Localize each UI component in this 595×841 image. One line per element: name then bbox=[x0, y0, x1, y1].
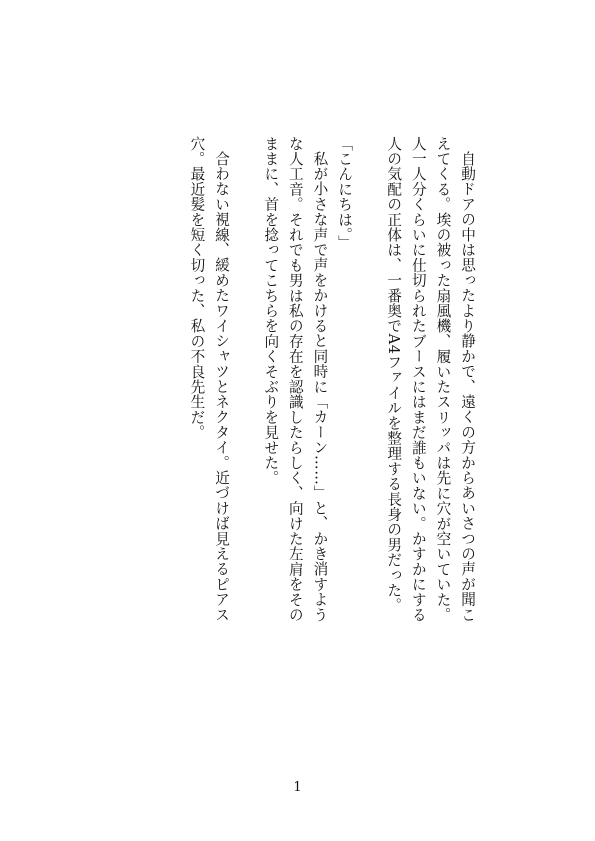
vertical-text-body bbox=[184, 136, 479, 636]
paragraph-opening: 自動ドアの中は思ったより静かで、遠くの方からあいさつの声が聞こえてくる。埃の被った扇風機、履いたスリッパは先に穴が空いていた。人一人分くらいに仕切られたブースにはまだ誰もいない。かすかにする人の気配の正体は、一番奥でA4ファイルを整理する長身の男だった。 bbox=[385, 136, 476, 623]
paragraph-teacher-description: 合わない視線、緩めたワイシャツとネクタイ。近づけば見えるピアス穴。最近髪を短く切った、私の不良先生だ。 bbox=[188, 136, 231, 622]
paragraph-greeting-response: 私が小さな声で声をかけると同時に「カーン……」と、かき消すような人工音。それでも男は私の存在を認識したらしく、向けた左肩をそのままに、首を捻ってこちらを向くそぶりを見せた。 bbox=[262, 136, 329, 623]
blank-line bbox=[356, 136, 381, 636]
page-number: 1 bbox=[293, 780, 302, 795]
blank-line bbox=[233, 136, 258, 636]
paragraph-dialogue: 「こんにちは。」 bbox=[336, 136, 354, 251]
